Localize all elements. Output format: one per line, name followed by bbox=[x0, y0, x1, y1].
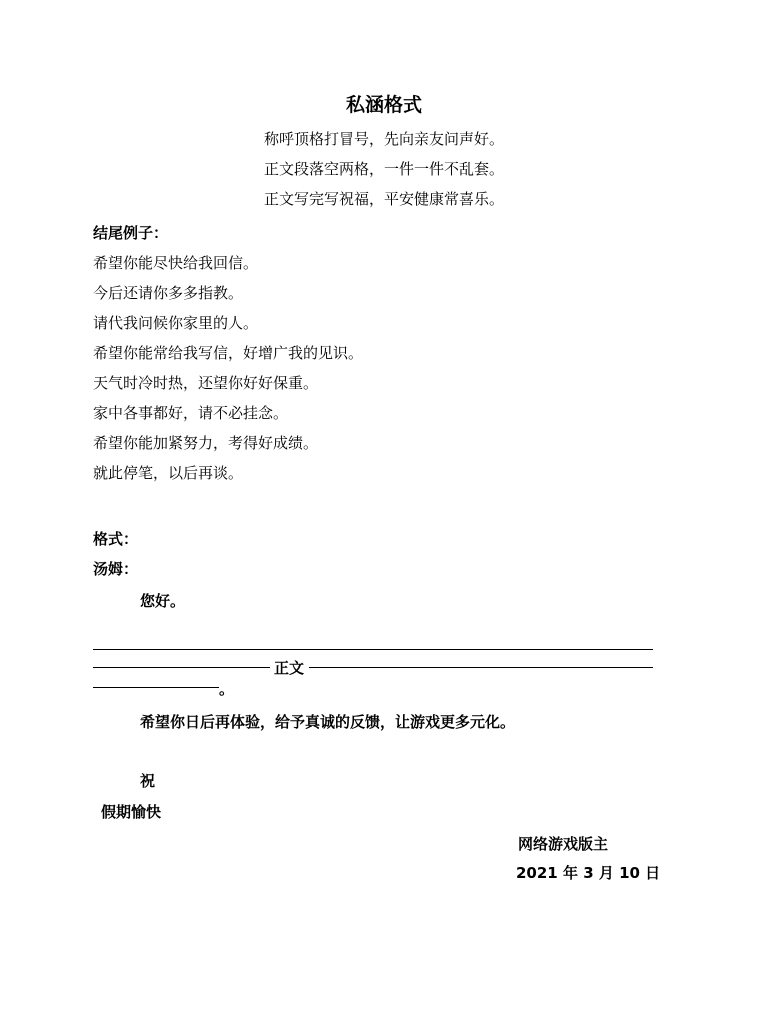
poem-line-2: 正文段落空两格，一件一件不乱套。 bbox=[263, 160, 504, 178]
example-line: 家中各事都好，请不必挂念。 bbox=[93, 404, 289, 422]
example-line: 希望你能尽快给我回信。 bbox=[93, 254, 259, 272]
letter-greeting: 您好。 bbox=[140, 592, 186, 610]
page-title: 私涵格式 bbox=[345, 94, 422, 116]
example-line: 希望你能常给我写信，好增广我的见识。 bbox=[93, 344, 364, 362]
examples-heading: 结尾例子： bbox=[93, 224, 169, 242]
example-line: 希望你能加紧努力，考得好成绩。 bbox=[93, 434, 319, 452]
letter-salutation: 汤姆： bbox=[93, 560, 139, 578]
body-end-mark: 。 bbox=[219, 680, 235, 698]
letter-signature: 网络游戏版主 bbox=[518, 835, 609, 853]
letter-closing-text: 希望你日后再体验，给予真诚的反馈，让游戏更多元化。 bbox=[140, 713, 516, 731]
body-label: 正文 bbox=[274, 659, 305, 677]
body-rule-line bbox=[93, 667, 270, 668]
format-heading: 格式： bbox=[93, 530, 139, 548]
letter-wish-line-1: 祝 bbox=[140, 772, 156, 790]
example-line: 就此停笔，以后再谈。 bbox=[93, 464, 244, 482]
letter-wish-line-2: 假期愉快 bbox=[101, 803, 162, 821]
poem-line-1: 称呼顶格打冒号，先向亲友问声好。 bbox=[263, 130, 504, 148]
poem-line-3: 正文写完写祝福，平安健康常喜乐。 bbox=[263, 190, 504, 208]
example-line: 天气时冷时热，还望你好好保重。 bbox=[93, 374, 319, 392]
example-line: 请代我问候你家里的人。 bbox=[93, 314, 259, 332]
body-rule-line bbox=[93, 649, 653, 650]
letter-date: 2021 年 3 月 10 日 bbox=[516, 864, 661, 882]
body-rule-line bbox=[309, 667, 653, 668]
body-rule-line bbox=[93, 687, 219, 688]
example-line: 今后还请你多多指教。 bbox=[93, 284, 244, 302]
